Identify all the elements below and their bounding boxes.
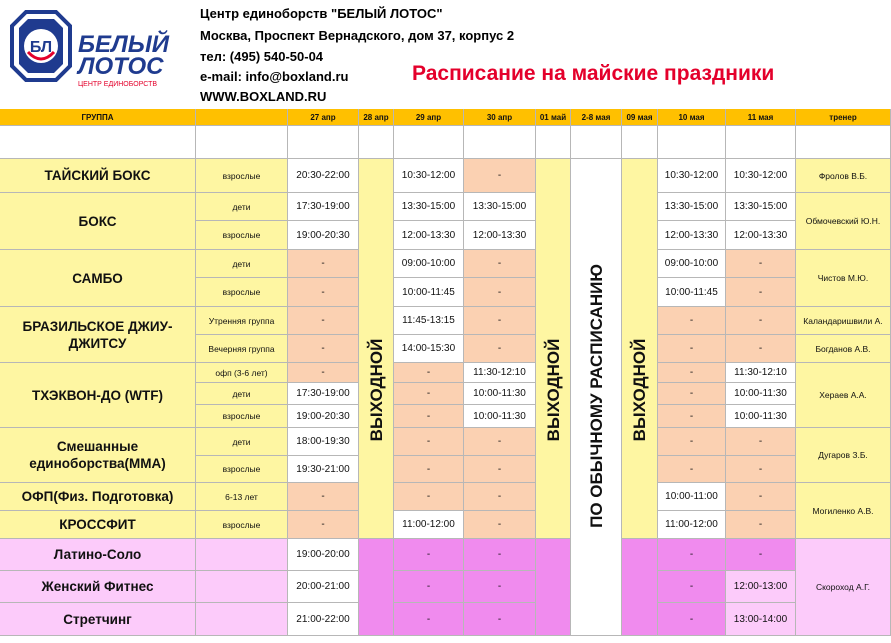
subgroup-label: взрослые — [196, 278, 288, 307]
column-header: 10 мая — [658, 109, 726, 126]
blank-cell — [726, 126, 796, 159]
column-header: 29 апр — [394, 109, 464, 126]
vertical-label: ПО ОБЫЧНОМУ РАСПИСАНИЮ — [586, 264, 606, 528]
coach-name: Чистов М.Ю. — [796, 250, 891, 307]
schedule-cell: 19:00-20:30 — [288, 221, 359, 250]
schedule-cell: 10:30-12:00 — [394, 159, 464, 193]
schedule-cell: 10:00-11:30 — [726, 383, 796, 405]
schedule-cell: 19:30-21:00 — [288, 456, 359, 483]
blank-cell — [536, 126, 571, 159]
group-name: БОКС — [0, 193, 196, 250]
schedule-cell: 19:00-20:00 — [288, 539, 359, 571]
subgroup-label: дети — [196, 383, 288, 405]
subgroup-label — [196, 571, 288, 603]
schedule-cell: - — [288, 511, 359, 539]
blank-cell — [622, 126, 658, 159]
schedule-cell: - — [464, 603, 536, 636]
schedule-cell: 10:00-11:00 — [658, 483, 726, 511]
schedule-cell: - — [288, 335, 359, 363]
blank-cell — [196, 126, 288, 159]
group-name: Латино-Соло — [0, 539, 196, 571]
blank-cell — [571, 126, 622, 159]
schedule-cell: - — [658, 405, 726, 428]
schedule-cell: 10:30-12:00 — [658, 159, 726, 193]
subgroup-label — [196, 539, 288, 571]
schedule-cell: - — [726, 278, 796, 307]
column-header: тренер — [796, 109, 891, 126]
schedule-cell: - — [464, 278, 536, 307]
group-name: КРОССФИТ — [0, 511, 196, 539]
schedule-cell: - — [658, 539, 726, 571]
column-holiday-09may-lower — [622, 539, 658, 636]
subgroup-label: взрослые — [196, 159, 288, 193]
column-header: 28 апр — [359, 109, 394, 126]
schedule-cell: - — [464, 250, 536, 278]
schedule-cell: 12:00-13:00 — [726, 571, 796, 603]
schedule-cell: - — [658, 428, 726, 456]
schedule-cell: 12:00-13:30 — [394, 221, 464, 250]
blank-cell — [359, 126, 394, 159]
subgroup-label: офп (3-6 лет) — [196, 363, 288, 383]
schedule-cell: 12:00-13:30 — [464, 221, 536, 250]
blank-cell — [394, 126, 464, 159]
subgroup-label: Вечерняя группа — [196, 335, 288, 363]
schedule-cell: 12:00-13:30 — [726, 221, 796, 250]
schedule-cell: 09:00-10:00 — [658, 250, 726, 278]
address: Москва, Проспект Вернадского, дом 37, корпус 2 — [200, 28, 515, 43]
schedule-cell: 20:30-22:00 — [288, 159, 359, 193]
schedule-cell: 19:00-20:30 — [288, 405, 359, 428]
schedule-cell: 17:30-19:00 — [288, 193, 359, 221]
blank-cell — [0, 126, 196, 159]
schedule-cell: - — [658, 456, 726, 483]
coach-name: Могиленко А.В. — [796, 483, 891, 539]
column-holiday-28apr-lower — [359, 539, 394, 636]
schedule-cell: - — [464, 539, 536, 571]
column-header: 2-8 мая — [571, 109, 622, 126]
schedule-cell: 13:30-15:00 — [394, 193, 464, 221]
schedule-cell: - — [464, 159, 536, 193]
schedule-cell: 11:00-12:00 — [394, 511, 464, 539]
schedule-cell: 10:00-11:30 — [726, 405, 796, 428]
column-header: 27 апр — [288, 109, 359, 126]
schedule-cell: 11:30-12:10 — [726, 363, 796, 383]
schedule-cell: - — [288, 483, 359, 511]
schedule-cell: 13:30-15:00 — [726, 193, 796, 221]
schedule-cell: - — [288, 278, 359, 307]
schedule-cell: - — [464, 511, 536, 539]
schedule-cell: 09:00-10:00 — [394, 250, 464, 278]
schedule-cell: 13:00-14:00 — [726, 603, 796, 636]
schedule-cell: - — [658, 307, 726, 335]
subgroup-label — [196, 603, 288, 636]
schedule-cell: 10:00-11:45 — [658, 278, 726, 307]
schedule-cell: 10:30-12:00 — [726, 159, 796, 193]
coach-name: Каландаришвили А. — [796, 307, 891, 335]
subgroup-label: взрослые — [196, 511, 288, 539]
blank-cell — [658, 126, 726, 159]
svg-text:ЛОТОС: ЛОТОС — [78, 53, 164, 80]
schedule-cell: - — [288, 363, 359, 383]
schedule-title: Расписание на майские праздники — [412, 62, 775, 85]
column-header: 01 май — [536, 109, 571, 126]
column-holiday-01may-lower — [536, 539, 571, 636]
subgroup-label: дети — [196, 250, 288, 278]
group-name: Стретчинг — [0, 603, 196, 636]
schedule-cell: 17:30-19:00 — [288, 383, 359, 405]
coach-name: Скороход А.Г. — [796, 539, 891, 636]
group-name: БРАЗИЛЬСКОЕ ДЖИУ-ДЖИТСУ — [0, 307, 196, 363]
schedule-cell: - — [394, 363, 464, 383]
svg-text:БЛ: БЛ — [29, 39, 53, 56]
group-name: Смешанные единоборства(ММА) — [0, 428, 196, 483]
schedule-cell: 20:00-21:00 — [288, 571, 359, 603]
subgroup-label: дети — [196, 193, 288, 221]
group-name: САМБО — [0, 250, 196, 307]
svg-text:БЕЛЫЙ: БЕЛЫЙ — [78, 31, 170, 58]
schedule-cell: 21:00-22:00 — [288, 603, 359, 636]
column-header: ГРУППА — [0, 109, 196, 126]
schedule-cell: - — [394, 456, 464, 483]
schedule-cell: 11:00-12:00 — [658, 511, 726, 539]
vertical-label: ВЫХОДНОЙ — [543, 338, 563, 442]
schedule-cell: - — [658, 603, 726, 636]
schedule-cell: - — [726, 307, 796, 335]
schedule-cell: - — [464, 571, 536, 603]
column-header: 09 мая — [622, 109, 658, 126]
schedule-cell: 10:00-11:45 — [394, 278, 464, 307]
schedule-cell: - — [464, 428, 536, 456]
schedule-cell: - — [464, 307, 536, 335]
blank-cell — [288, 126, 359, 159]
subgroup-label: взрослые — [196, 405, 288, 428]
schedule-cell: - — [464, 456, 536, 483]
schedule-cell: - — [726, 250, 796, 278]
coach-name: Фролов В.Б. — [796, 159, 891, 193]
schedule-cell: - — [726, 483, 796, 511]
schedule-cell: - — [726, 335, 796, 363]
schedule-cell: - — [394, 603, 464, 636]
schedule-cell: - — [394, 428, 464, 456]
svg-text:ЦЕНТР ЕДИНОБОРСТВ: ЦЕНТР ЕДИНОБОРСТВ — [78, 81, 158, 88]
schedule-cell: 13:30-15:00 — [658, 193, 726, 221]
subgroup-label: Утренняя группа — [196, 307, 288, 335]
schedule-cell: 13:30-15:00 — [464, 193, 536, 221]
schedule-cell: 10:00-11:30 — [464, 405, 536, 428]
schedule-cell: 10:00-11:30 — [464, 383, 536, 405]
email: e-mail: info@boxland.ru — [200, 69, 349, 84]
column-header: 30 апр — [464, 109, 536, 126]
subgroup-label: 6-13 лет — [196, 483, 288, 511]
coach-name: Богданов А.В. — [796, 335, 891, 363]
column-header — [196, 109, 288, 126]
group-name: ТАЙСКИЙ БОКС — [0, 159, 196, 193]
schedule-cell: - — [726, 511, 796, 539]
subgroup-label: взрослые — [196, 456, 288, 483]
schedule-cell: - — [394, 383, 464, 405]
coach-name: Обмочевский Ю.Н. — [796, 193, 891, 250]
website: WWW.BOXLAND.RU — [200, 89, 327, 104]
blank-cell — [796, 126, 891, 159]
schedule-cell: - — [394, 405, 464, 428]
schedule-cell: - — [658, 383, 726, 405]
vertical-label: ВЫХОДНОЙ — [366, 338, 386, 442]
schedule-cell: - — [394, 483, 464, 511]
schedule-cell: - — [464, 335, 536, 363]
schedule-cell: - — [726, 456, 796, 483]
schedule-cell: - — [658, 335, 726, 363]
column-header: 11 мая — [726, 109, 796, 126]
schedule-cell: - — [726, 428, 796, 456]
schedule-cell: 18:00-19:30 — [288, 428, 359, 456]
schedule-cell: 11:30-12:10 — [464, 363, 536, 383]
subgroup-label: дети — [196, 428, 288, 456]
schedule-cell: - — [288, 307, 359, 335]
vertical-label: ВЫХОДНОЙ — [630, 338, 649, 442]
org-name: Центр единоборств "БЕЛЫЙ ЛОТОС" — [200, 6, 443, 21]
coach-name: Дугаров З.Б. — [796, 428, 891, 483]
schedule-cell: 12:00-13:30 — [658, 221, 726, 250]
phone: тел: (495) 540-50-04 — [200, 49, 324, 64]
coach-name: Хераев А.А. — [796, 363, 891, 428]
schedule-cell: - — [394, 539, 464, 571]
schedule-cell: - — [726, 539, 796, 571]
group-name: Женский Фитнес — [0, 571, 196, 603]
schedule-cell: 14:00-15:30 — [394, 335, 464, 363]
schedule-cell: - — [394, 571, 464, 603]
schedule-cell: 11:45-13:15 — [394, 307, 464, 335]
group-name: ОФП(Физ. Подготовка) — [0, 483, 196, 511]
schedule-cell: - — [464, 483, 536, 511]
schedule-cell: - — [658, 571, 726, 603]
blank-cell — [464, 126, 536, 159]
subgroup-label: взрослые — [196, 221, 288, 250]
schedule-cell: - — [658, 363, 726, 383]
schedule-cell: - — [288, 250, 359, 278]
group-name: ТХЭКВОН-ДО (WTF) — [0, 363, 196, 428]
